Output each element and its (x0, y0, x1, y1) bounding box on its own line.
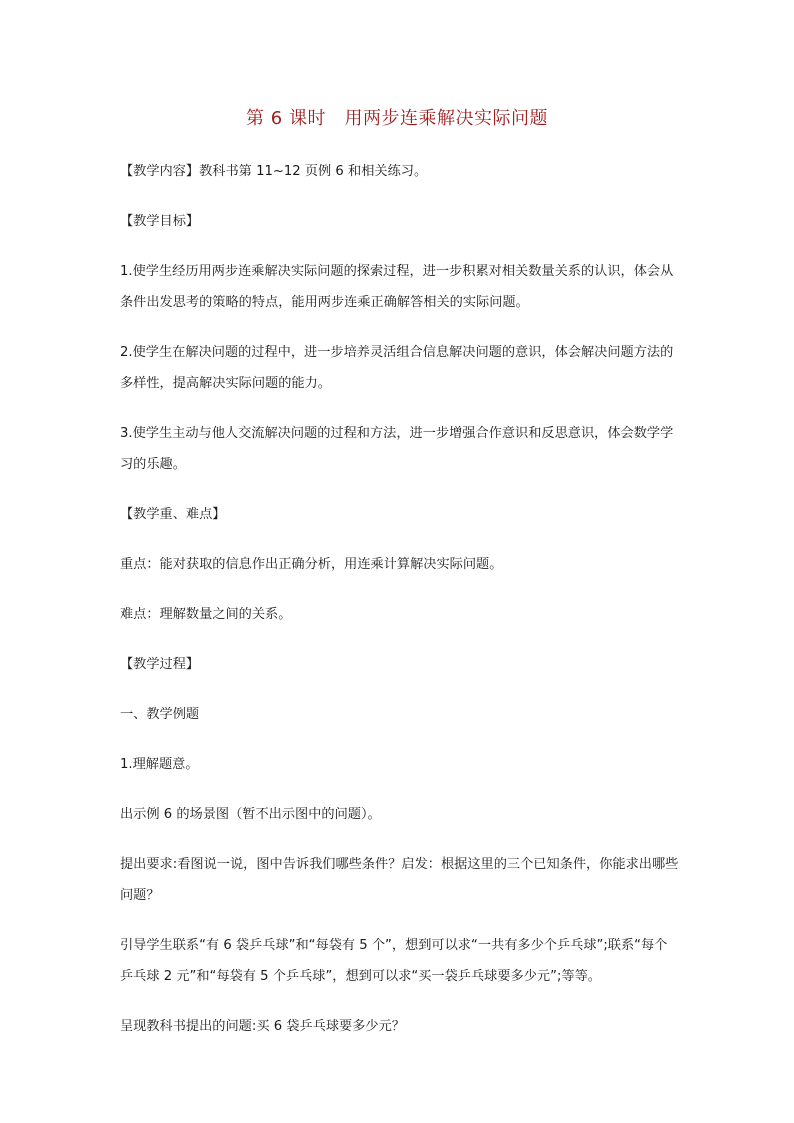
paragraph-show-scene: 出示例 6 的场景图（暂不出示图中的问题）。 (120, 807, 381, 822)
paragraph-present-question: 呈现教科书提出的问题:买 6 袋乒乓球要多少元？ (120, 1019, 405, 1034)
paragraph-goal-1: 1.使学生经历用两步连乘解决实际问题的探索过程，进一步积累对相关数量关系的认识，体会从条件出发思考的策略的特点，能用两步连乘正确解答相关的实际问题。 (120, 264, 674, 310)
paragraph-goal-2: 2.使学生在解决问题的过程中，进一步培养灵活组合信息解决问题的意识，体会解决问题方法的多样性，提高解决实际问题的能力。 (120, 345, 674, 391)
paragraph-guide-students: 引导学生联系“有 6 袋乒乓球”和“每袋有 5 个”，想到可以求“一共有多少个乒乓球”;联系“每个乒乓球 2 元”和“每袋有 5 个乒乓球”，想到可以求“买一袋乒乓球要多少元”;等等。 (120, 938, 668, 984)
paragraph-understand-question: 1.理解题意。 (120, 757, 199, 772)
page-title: 第 6 课时 用两步连乘解决实际问题 (246, 108, 548, 129)
document-body (120, 156, 680, 1061)
paragraph-difficult-point: 难点：理解数量之间的关系。 (120, 607, 292, 622)
heading-key-difficult-points: 【教学重、难点】 (120, 507, 226, 522)
paragraph-goal-3: 3.使学生主动与他人交流解决问题的过程和方法，进一步增强合作意识和反思意识，体会数学学习的乐趣。 (120, 426, 674, 472)
paragraph-raise-requirement: 提出要求:看图说一说，图中告诉我们哪些条件？启发：根据这里的三个已知条件，你能求出哪些问题？ (120, 857, 679, 903)
heading-section-one: 一、教学例题 (120, 707, 200, 722)
paragraph-teaching-content: 【教学内容】教科书第 11~12 页例 6 和相关练习。 (120, 164, 428, 179)
paragraph-key-point: 重点：能对获取的信息作出正确分析，用连乘计算解决实际问题。 (120, 557, 503, 572)
heading-teaching-goals: 【教学目标】 (120, 214, 200, 229)
heading-teaching-process: 【教学过程】 (120, 657, 200, 672)
